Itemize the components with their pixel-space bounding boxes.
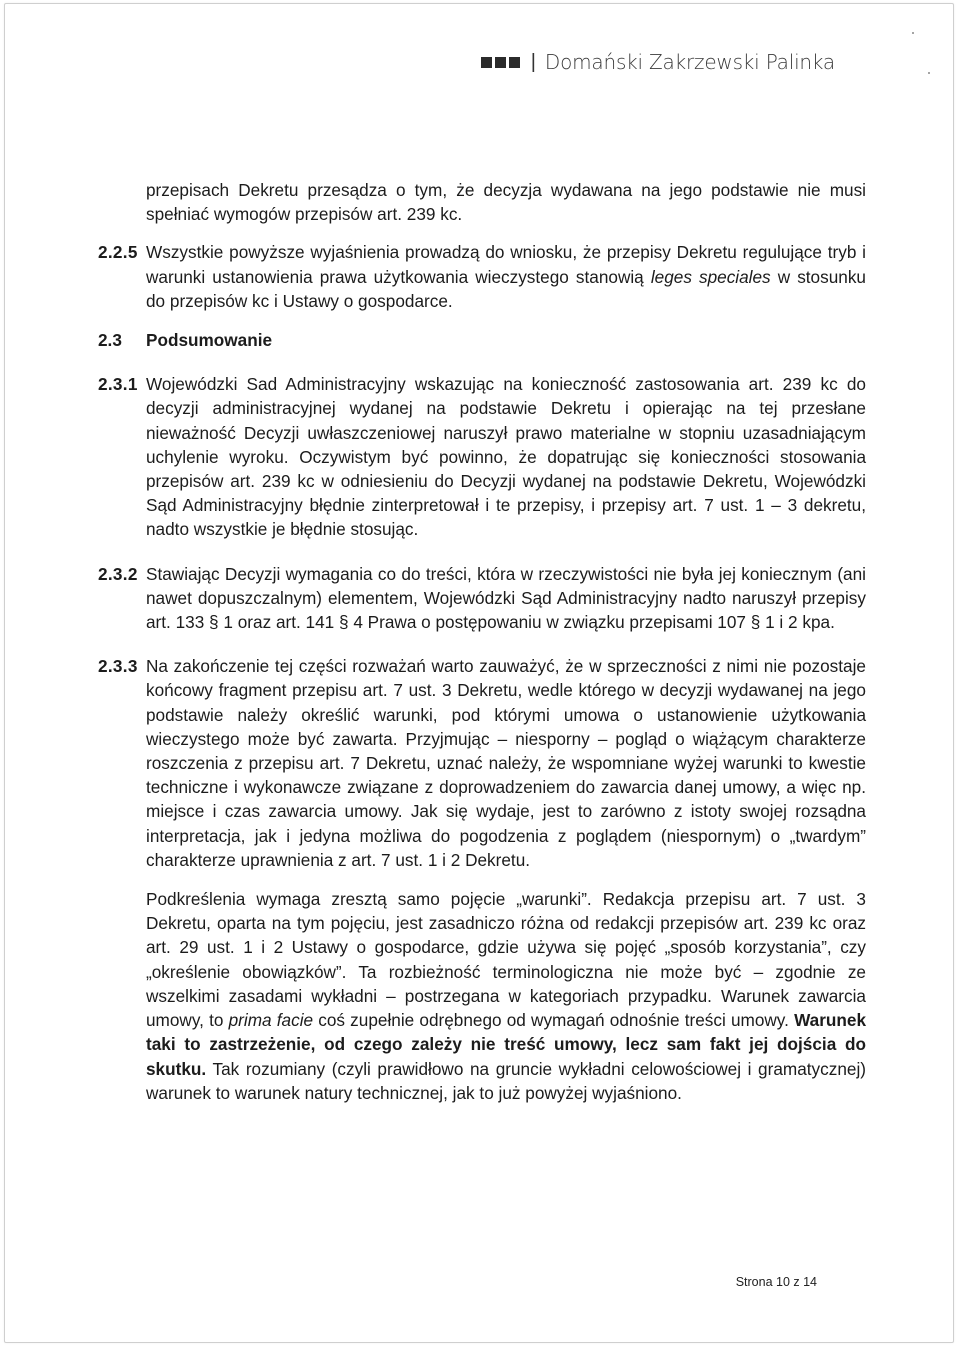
- text-segment: Wszystkie powyższe wyjaśnienia prowadzą do wniosku, że przepisy Dekretu regulujące tryb i warunki ustanowienia prawa użytkowania wieczystego stanowią: [146, 242, 866, 287]
- italic-term: prima facie: [228, 1010, 314, 1031]
- scan-speck: [928, 72, 930, 74]
- firm-logo: [481, 50, 835, 74]
- section-2-3-2: [98, 562, 866, 635]
- text-segment: Podkreślenia wymaga zresztą samo pojęcie „warunki”. Redakcja przepisu art. 7 ust. 3 Dekretu, oparta na tym pojęciu, jest zasadniczo różna od redakcji przepisów art. 239 kc oraz art. 29 ust. 1 i 2 Ustawy o gospodarce, gdzie używa się pojęć „sposób korzystania”, czy „określenie obowiązków”. Ta rozbieżność terminologiczna nie może być – zgodnie ze wszelkimi zasadami wykładni – postrzegana w kategoriach przypadku. Warunek zawarcia umowy, to: [146, 889, 866, 1031]
- text-segment: Tak rozumiany (czyli prawidłowo na gruncie wykładni celowościowej i gramatycznej) warunek to warunek natury technicznej, jak to już powyżej wyjaśniono.: [146, 1058, 866, 1103]
- section-text: Na zakończenie tej części rozważań warto zauważyć, że w sprzeczności z nimi nie pozostaje końcowy fragment przepisu art. 7 ust. 3 Dekretu, wedle którego w decyzji wydawanej na jego podstawie należy określić warunki, pod którymi umowa o ustanowienie użytkowania wieczystego może być zawarta. Przyjmując – niesporny – pogląd o wiążącym charakterze roszczenia z przepisu art. 7 Dekretu, uznać należy, że wspomniane wyżej warunki to kwestie techniczne i wykonawcze związane z doprowadzeniem do zawarcia danej umowy, a więc np. miejsce i czas zawarcia umowy. Jak się wydaje, jest to zarówno z istoty swojej rozsądna interpretacja, jak i jedyna możliwa do pogodzenia z poglądem (niespornym) o „twardym” charakterze uprawnienia z art. 7 ust. 1 i 2 Dekretu.: [146, 656, 866, 870]
- section-2-3-3: [98, 654, 866, 872]
- section-text: Stawiając Decyzji wymagania co do treści, która w rzeczywistości nie była jej koniecznym (ani nawet dopuszczalnym) elementem, Wojewódzki Sąd Administracyjny nadto naruszył przepisy art. 133 § 1 oraz art. 141 § 4 Prawa o postępowaniu w związku przepisami 107 § 1 i 2 kpa.: [146, 563, 866, 633]
- logo-separator: |: [530, 50, 536, 73]
- section-number: 2.2.5: [98, 242, 138, 263]
- text-segment: coś zupełnie odrębnego od wymagań odnośnie treści umowy.: [313, 1010, 795, 1031]
- paragraph-text: przepisach Dekretu przesądza o tym, że decyzja wydawana na jego podstawie nie musi spełniać wymogów przepisów art. 239 kc.: [146, 180, 866, 225]
- section-number: 2.3.1: [98, 374, 138, 395]
- page-number: Strona 10 z 14: [735, 1275, 817, 1289]
- logo-square-icon: [509, 57, 520, 68]
- bold-statement: Warunek taki to zastrzeżenie, od czego zależy nie treść umowy, lecz sam fakt jej dojścia do skutku.: [146, 1010, 867, 1079]
- section-text: Wojewódzki Sad Administracyjny wskazując na konieczność zastosowania art. 239 kc do decyzji administracyjnej wydanej na podstawie Dekretu i opierając na tej przesłane nieważność Decyzji uwłaszczeniowej naruszył prawo materialne w stopniu uzasadniającym uchylenie wyroku. Oczywistym być powinno, że dopatrując się konieczności stosowania przepisów art. 239 kc w odniesieniu do Decyzji wydanej na podstawie Dekretu, Wojewódzki Sąd Administracyjny błędnie zinterpretował i te przepisy, i przepisy art. 7 ust. 1 – 3 dekretu, nadto wszystkie je błędnie stosując.: [146, 374, 866, 540]
- section-2-3-1: [98, 372, 866, 541]
- italic-term: leges speciales: [650, 266, 771, 287]
- logo-square-icon: [495, 57, 506, 68]
- section-heading-2-3: [98, 328, 866, 352]
- section-number: 2.3.2: [98, 563, 138, 584]
- document-body: [98, 178, 866, 1105]
- section-title: Podsumowanie: [146, 330, 273, 351]
- logo-square-icon: [481, 57, 492, 68]
- paragraph-text: [146, 887, 866, 1105]
- section-number: 2.3.3: [98, 656, 138, 677]
- paragraph-final: [98, 887, 866, 1105]
- paragraph-intro: [98, 178, 866, 226]
- section-2-2-5: [98, 240, 866, 313]
- section-number: 2.3: [98, 330, 122, 351]
- firm-name: Domański Zakrzewski Palinka: [544, 50, 835, 74]
- section-text: [146, 240, 866, 313]
- scan-speck: [912, 32, 914, 34]
- text-segment: w stosunku do przepisów kc i Ustawy o gospodarce.: [146, 266, 866, 311]
